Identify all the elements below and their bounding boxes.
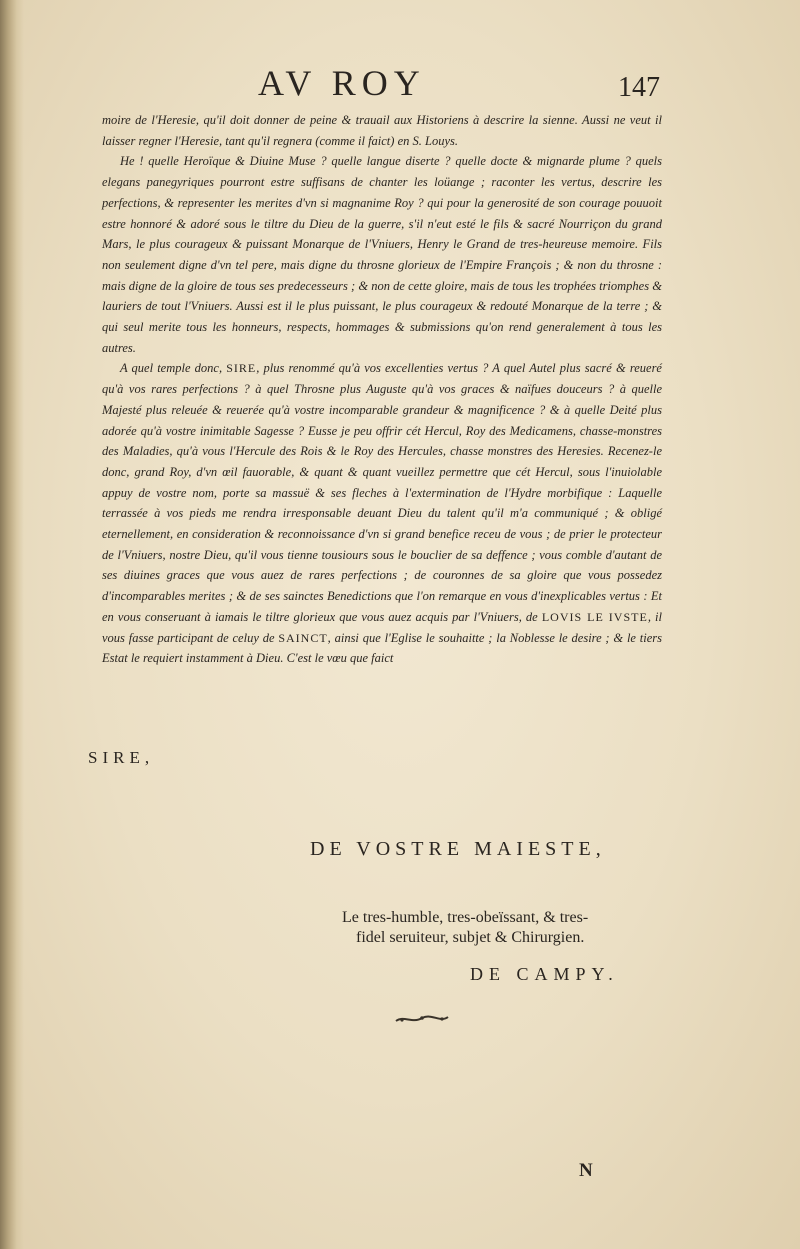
paragraph-temple-text-b: , plus renommé qu'à vos excellenties vertus ? A quel Autel plus sacré & reueré qu'à vos rares perfections ? à quel Throsne plus Auguste qu'à vos graces & naïfues douceurs ? à quelle Majesté plus releuée & reuerée qu'à vostre incomparable grandeur & magnificence ? & à quelle Deité plus adorée qu'à vostre inimitable Sagesse ? Eusse je peu offrir cét Hercul, Roy des Medicamens, chasse-monstres des Maladies, qu'à vous l'Hercule des Rois & le Roy des Hercules, chasse monstres des Heresies. Recenez-le donc, grand Roy, d'vn œil fauorable, & quant & quant vueillez permettre que cét Hercul, sous l'inuiolable appuy de vostre nom, porte sa massuë & ses fleches à l'extermination de l'Hydre morbifique : Laquelle terrassée à vos pieds me rendra irresponsable deuant Dieu du talent qu'il m'a communiqué ; & obligé eternellement, en consideration & reconnoissance d'vn si grand benefice receu de vous ; de prier le protecteur de l'Vniuers, nostre Dieu, qu'il vous tienne tousiours sous le bouclier de sa deffence ; vous comble d'autant de ses diuines graces que vous auez de rares perfections ; de couronnes de sa gloire que vous possedez d'incomparables merites ; & de ses sainctes Benedictions que l'on remarque en vous d'inexplicables vertus : Et en vous conseruant à iamais le tiltre glorieux que vous auez acquis par l'Vniuers, de <box>102 361 662 624</box>
running-head-title: AV ROY <box>258 63 426 103</box>
sainct-inline: SAINCT <box>278 630 328 645</box>
paragraph-continuation: moire de l'Heresie, qu'il doit donner de peine & trauail aux Historiens à descrire la sienne. Aussi ne veut il laisser regner l'Heresie, tant qu'il regnera (comme il faict) en S. Louys. <box>102 113 662 148</box>
closing-formula <box>342 908 662 948</box>
signature-mark: N <box>579 1160 593 1181</box>
page-number: 147 <box>618 72 660 103</box>
salutation: SIRE, <box>88 748 155 767</box>
signature: DE CAMPY. <box>470 964 619 984</box>
printer-ornament-icon <box>392 1012 452 1026</box>
closing-line-2: fidel seruiteur, subjet & Chirurgien. <box>356 929 585 946</box>
sire-inline: SIRE <box>226 361 257 376</box>
closing-line-1: Le tres-humble, tres-obeïssant, & tres- <box>342 909 589 926</box>
body-text <box>102 110 662 669</box>
running-head <box>0 58 800 108</box>
paragraph-temple-text-a: A quel temple donc, <box>120 361 227 376</box>
paragraph-temple <box>102 358 662 669</box>
louis-le-iuste: LOVIS LE IVSTE <box>541 609 648 624</box>
paragraph-temple-text-d: , ainsi que l'Eglise le souhaitte ; la Noblesse le desire ; & le tiers Estat le requiert instamment à Dieu. C'est le vœu que faict <box>102 630 663 666</box>
paragraph-muse: He ! quelle Heroïque & Diuine Muse ? quelle langue diserte ? quelle docte & mignarde plume ? quels elegans panegyriques pourront estre suffisans de chanter les loüange ; raconter les vertus, descrire les perfections, & representer les merites d'vn si magnanime Roy ? qui pour la generosité de son courage pouuoit estre honnoré & adoré sous le tiltre du Dieu de la guerre, s'il n'eut esté le fils & sacré Nourriçon du grand Mars, le plus courageux & puissant Monarque de l'Vniuers, Henry le Grand de tres-heureuse memoire. Fils non seulement digne d'vn tel pere, mais digne du throsne glorieux de l'Empire François ; & non du throsne : mais digne de la gloire de tous ses predecesseurs ; & non de cette gloire, mais de tous les trophées triomphes & lauriers de tout l'Vniuers. Aussi est il le plus puissant, le plus courageux & redouté Monarque de la terre ; & qui seul merite tous les honneurs, respects, hommages & submissions qu'on rend generalement à tous les autres. <box>102 154 662 355</box>
signoff: DE VOSTRE MAIESTE, <box>310 838 606 860</box>
book-binding-shadow <box>0 0 24 1249</box>
paragraph-temple-text-c: , il vous fasse participant de celuy de <box>102 609 662 645</box>
